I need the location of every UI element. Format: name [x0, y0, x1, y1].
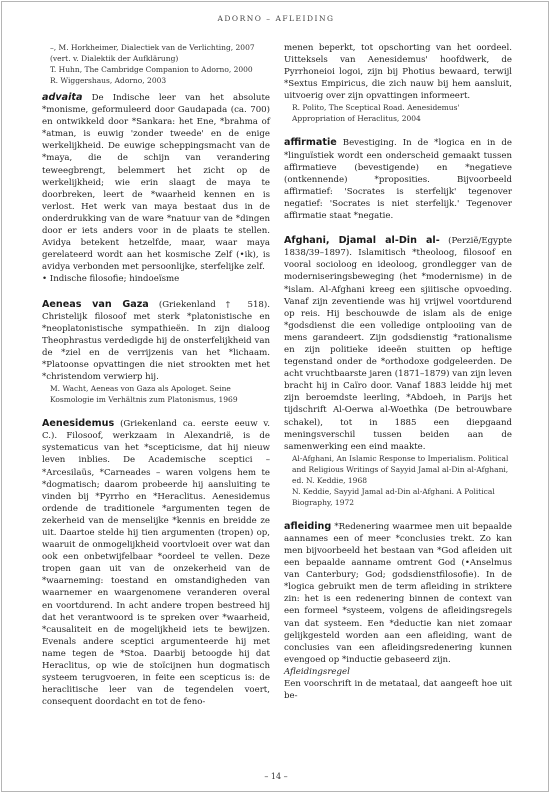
entry-body: Een voorschrift in de metataal, dat aangeeft hoe uit be-: [284, 679, 512, 702]
headword: Aeneas van Gaza: [42, 298, 149, 310]
entry-body: (Griekenland ca. eerste eeuw v. C.). Filosoof, werkzaam in Alexandrië, is de systematicus van het *scepticisme, dat hij nieuw leven inblies. De Academische sceptici – *Arcesilaüs, *Carneades – waren volgens hem te *dogmatisch; daarom probeerde hij aansluiting te vinden bij *Pyrrho en *Heraclitus. Aenesidemus ordende de traditionele *argumenten tegen de zekerheid van de menselijke *kennis en breidde ze uit. Daartoe stelde hij tien argumenten (tropen) op, waaruit de onmogelijkheid voortvloeit over wat dan ook een onbetwijfelbaar *oordeel te vellen. Deze tropen gaan uit van de onzekerheid van de *waarneming: toestand en omstandigheden van waarnemer en waargenomene veranderen overal en voortdurend. In acht andere tropen bestreed hij dat het verantwoord is te spreken over *waarheid, *causaliteit en de mogelijkheid iets te bewijzen. Evenals andere sceptici argumenteerde hij met name tegen de *Stoa. Daarbij betoogde hij dat Heraclitus, op wie de stoïcijnen hun dogmatisch systeem terugvoeren, in feite een scepticus is: de heraclitische leer van de tegendelen voert, consequent doordacht en tot de feno-: [42, 419, 271, 708]
headword: Aenesidemus: [42, 418, 115, 430]
headword: advaita: [42, 92, 83, 103]
headword: Afghani, Djamal al-Din al-: [284, 235, 440, 247]
right-column: [284, 42, 512, 702]
reference: R. Polito, The Sceptical Road. Aenesidemus' Appropriation of Heraclitus, 2004: [292, 103, 460, 124]
reference: N. Keddie, Sayyid Jamal ad-Din al-Afghani. A Political Biography, 1972: [292, 486, 495, 507]
entry-affirmatie: [284, 137, 512, 222]
entry-afleiding: [284, 521, 512, 666]
page-number: – 14 –: [264, 772, 288, 781]
entry-body: (Griekenland † 518). Christelijk filosoof met sterk *platonistische en *neoplatonistische sympathieën. In zijn dialoog Theophrastus verdedigde hij de onsterfelijkheid van de *ziel en de verrijzenis van het *lichaam. *Platoonse opvattingen die niet strookten met het *christendom verwierp hij.: [42, 299, 270, 383]
see-also: • Indische filosofie; hindoeïsme: [42, 274, 180, 285]
reference: M. Wacht, Aeneas von Gaza als Apologet. Seine Kosmologie im Verhältnis zum Platonismus, 1969: [50, 384, 238, 405]
entry-afghani: [284, 235, 512, 453]
running-head: ADORNO – AFLEIDING: [217, 14, 335, 23]
entry-aeneas-van-gaza: [42, 299, 270, 384]
entry-body: De Indische leer van het absolute *monisme, geformuleerd door Gaudapada (ca. 700) en ontwikkeld door *Sankara: het Ene, *brahma of *atman, is euwig 'zonder tweede' en de enige werkelijkheid. De euwige scheppingsmacht van de *maya, die de schijn van verandering teweegbrengt, belemmert het zicht op de werkelijkheid; wie erin slaagt de maya te doorbreken, leert de *waarheid kennen en is verlost. Het werk van maya bestaat dus in de onderdrukking van de ware *natuur van de *dingen door er iets anders voor in de plaats te stellen. Avidya betekent hetzelfde, maar, waar maya gerelateerd wordt aan het kosmische Zelf (•ik), is avidya verbonden met persoonlijke, sterfelijke zelf.: [42, 93, 270, 273]
entry-body: Bevestiging. In de *logica en in de *linguïstiek wordt een onderscheid gemaakt tussen affirmatieve (bevestigende) en *negatieve (ontkennende) *proposities. Bijvoorbeeld affirmatief: 'Socrates is sterfelijk' tegenover negatief: 'Socrates is niet sterfelijk.' Tegenover affirmatie staat *negatie.: [284, 138, 512, 222]
reference: T. Huhn, The Cambridge Companion to Adorno, 2000: [50, 65, 253, 74]
headword: afleiding: [284, 520, 332, 532]
left-column: [42, 42, 270, 708]
entry-continuation: menen beperkt, tot opschorting van het oordeel. Uitteksels van Aenesidemus' hoofdwerk, de Pyrrhoneioi logoi, zijn bij Photius bewaard, terwijl *Sextus Empiricus, die zich nauw bij hem aansluit, uitvoerig over zijn opvattingen informeert.: [284, 43, 512, 102]
reference: Al-Afghani, An Islamic Response to Imperialism. Political and Religious Writings of Sayyid Jamal al-Din al-Afghani, ed. N. Keddie, 1968: [292, 453, 509, 485]
reference: R. Wiggershaus, Adorno, 2003: [50, 76, 167, 85]
subheading: Afleidingsregel: [284, 666, 350, 677]
headword: affirmatie: [284, 137, 337, 149]
entry-aenesidemus: [42, 418, 270, 708]
entry-body: (Perzië/Egypte 1838/39–1897). Islamitisch *theoloog, filosoof en vooral socioloog en ideoloog, grondlegger van de moderniseringsbeweging (het *modernisme) in de *islam. Al-Afghani kreeg een sjiitische opvoeding. Vanaf zijn zeventiende was hij vrijwel voortdurend op reis. Hij beschouwde de islam als de enige *godsdienst die een volledige ontplooiing van de mens garandeert. Zijn godsdienstig *rationalisme en zijn politieke ideeën stuitten op heftige tegenstand onder de *orthodoxe godgeleerden. De acht vruchtbaarste jaren (1871–1879) van zijn leven bracht hij in Caïro door. Vanaf 1883 leidde hij met zijn beroemdste leerling, *Abdoeh, in Parijs het tijdschrift Al-Oerwa al-Woethka (De betrouwbare schakel), tot in 1885 een diepgaand meningsverschil tussen beiden aan de samenwerking een eind maakte.: [284, 236, 513, 452]
reference: –, M. Horkheimer, Dialectiek van de Verlichting, 2007 (vert. v. Dialektik der Aufklärung): [50, 43, 255, 63]
entry-advaita: [42, 92, 270, 273]
entry-body: *Redenering waarmee men uit bepaalde aannames een of meer *conclusies trekt. Zo kan men bijvoorbeeld het bestaan van *God afleiden uit een bepaalde aanname omtrent God (•Anselmus van Canterbury; God; godsdienstfilosofie). In de *logica gebruikt men de term afleiding in striktere zin: het is een redenering binnen de context van een formeel *systeem, volgens de afleidingsregels van dat systeem. Een *deductie kan niet zomaar gelijkgesteld worden aan een afleiding, want de conclusies van een afleidingsredenering kunnen evengoed op *inductie gebaseerd zijn.: [284, 521, 512, 665]
